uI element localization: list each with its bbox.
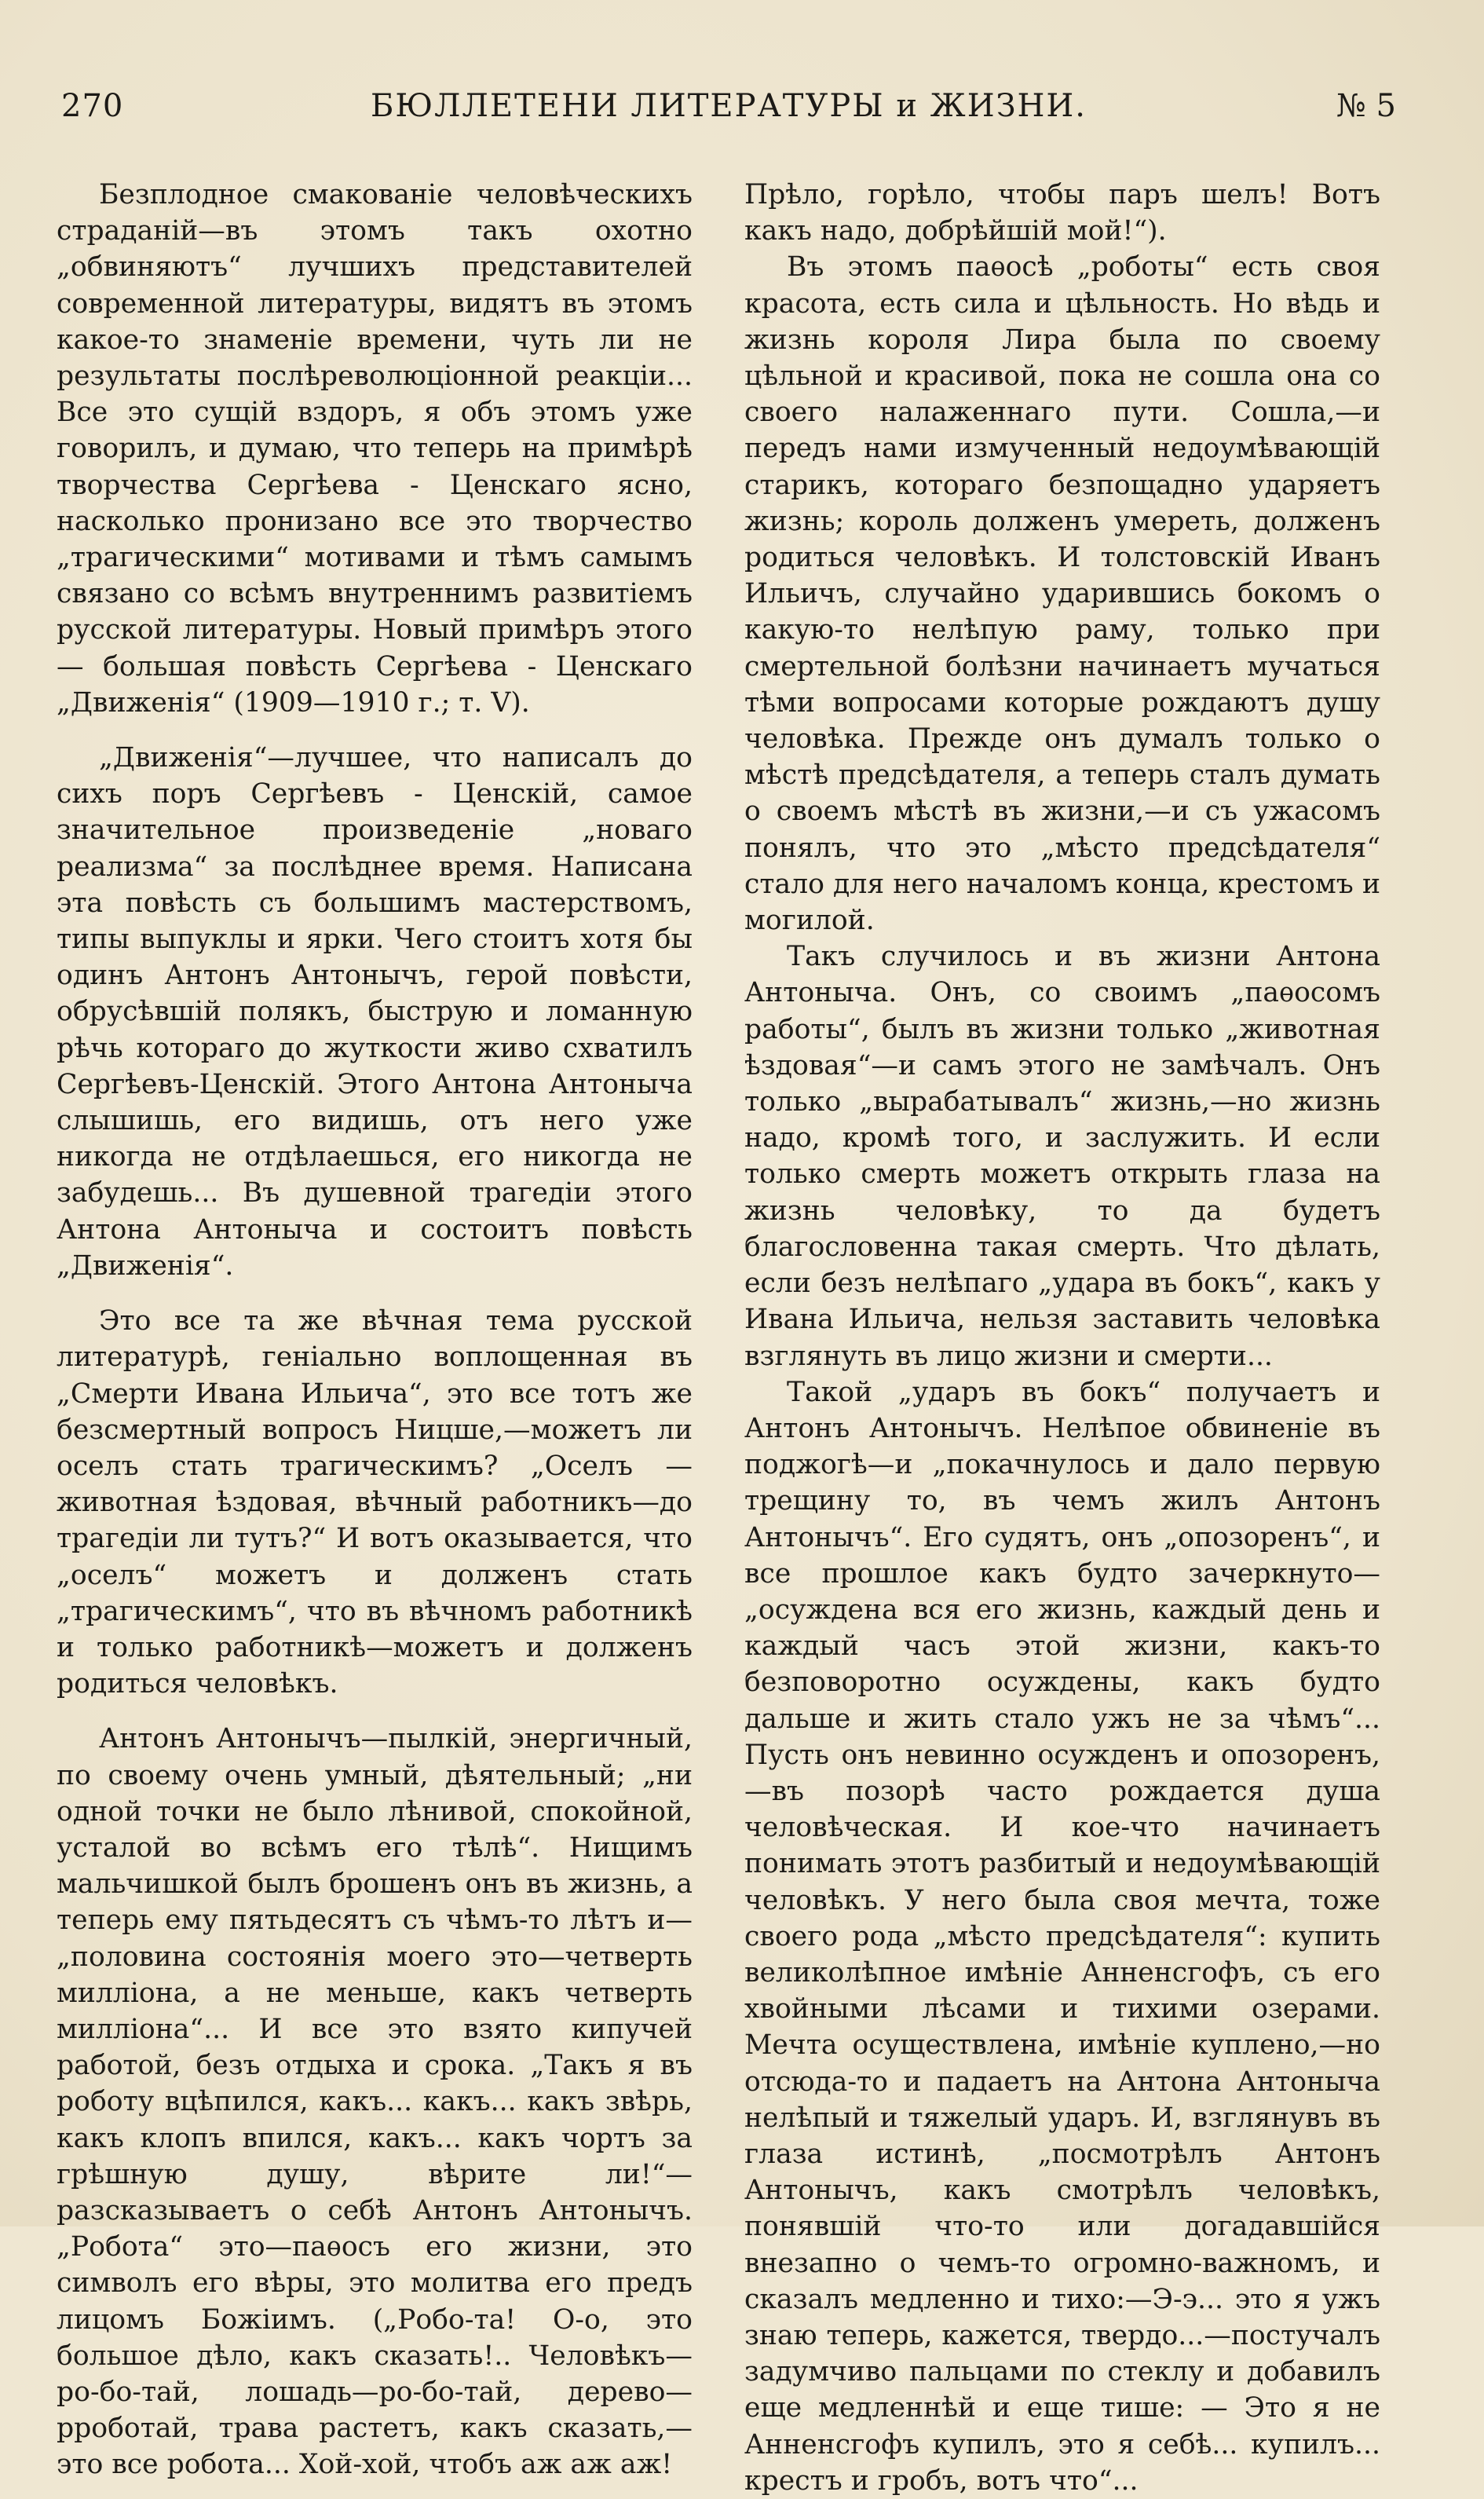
- paragraph-continued: Прѣло, горѣло, чтобы паръ шелъ! Вотъ какъ надо, добрѣйшій мой!“).: [744, 179, 1380, 247]
- left-column: [57, 177, 693, 2483]
- paragraph: Такой „ударъ въ бокъ“ получаетъ и Антонъ Антонычъ. Нелѣпое обвиненіе въ поджогѣ—и „покачнулось и дало первую трещину то, въ чемъ жилъ Антонъ Антонычъ“. Его судятъ, онъ „опозоренъ“, и все прошлое какъ будто зачеркнуто—„осуждена вся его жизнь, каждый день и каждый часъ этой жизни, какъ-то безповоротно осуждены, какъ будто дальше и жить стало ужъ не за чѣмъ“... Пусть онъ невинно осужденъ и опозоренъ,—въ позорѣ часто рождается душа человѣческая. И кое-что начинаетъ понимать этотъ разбитый и недоумѣвающій человѣкъ. У него была своя мечта, тоже своего рода „мѣсто предсѣдателя“: купить великолѣпное имѣніе Анненсгофъ, съ его хвойными лѣсами и тихими озерами. Мечта осуществлена, имѣніе куплено,—но отсюда-то и падаетъ на Антона Антоныча нелѣпый и тяжелый ударъ. И, взглянувъ въ глаза истинѣ, „посмотрѣлъ Антонъ Антонычъ, какъ смотрѣлъ человѣкъ, понявшій что-то или догадавшійся внезапно о чемъ-то огромно-важномъ, и сказалъ медленно и тихо:—Э-э... это я ужъ знаю теперь, кажется, твердо...—постучалъ задумчиво пальцами по стеклу и добавилъ еще медленнѣй и еще тише: — Это я не Анненсгофъ купилъ, это я себѣ... купилъ... крестъ и гробъ, вотъ что“...: [744, 1376, 1380, 2497]
- running-title: БЮЛЛЕТЕНИ ЛИТЕРАТУРЫ и ЖИЗНИ.: [371, 88, 1087, 124]
- paragraph: Антонъ Антонычъ—пылкій, энергичный, по своему очень умный, дѣятельный; „ни одной точки не было лѣнивой, спокойной, усталой во всѣмъ его тѣлѣ“. Нищимъ мальчишкой былъ брошенъ онъ въ жизнь, а теперь ему пятьдесятъ съ чѣмъ-то лѣтъ и—„половина состоянія моего это—четверть милліона, а не меньше, какъ четверть милліона“... И все это взято кипучей работой, безъ отдыха и срока. „Такъ я въ роботу вцѣпился, какъ... какъ... какъ звѣрь, какъ клопъ впился, какъ... какъ чортъ за грѣшную душу, вѣрите ли!“—разсказываетъ о себѣ Антонъ Антонычъ. „Робота“ это—паѳосъ его жизни, это символъ его вѣры, это молитва его предъ лицомъ Божіимъ. („Робо-та! О-о, это большое дѣло, какъ сказать!.. Человѣкъ—ро-бо-тай, лошадь—ро-бо-тай, дерево—рроботай, трава растетъ, какъ сказать,— это все робота... Хой-хой, чтобъ аж аж аж!: [57, 1723, 693, 2481]
- paragraph: Безплодное смакованіе человѣческихъ страданій—въ этомъ такъ охотно „обвиняютъ“ лучшихъ представителей современной литературы, видятъ въ этомъ какое-то знаменіе времени, чуть ли не результаты послѣреволюціонной реакціи... Все это сущій вздоръ, я объ этомъ уже говорилъ, и думаю, что теперь на примѣрѣ творчества Сергѣева - Ценскаго ясно, насколько пронизано все это творчество „трагическими“ мотивами и тѣмъ самымъ связано со всѣмъ внутреннимъ развитіемъ русской литературы. Новый примѣръ этого — большая повѣсть Сергѣева - Ценскаго „Движенія“ (1909—1910 г.; т. V).: [57, 179, 693, 719]
- paragraph: Такъ случилось и въ жизни Антона Антоныча. Онъ, со своимъ „паѳосомъ работы“, былъ въ жизни только „животная ѣздовая“—и самъ этого не замѣчалъ. Онъ только „вырабатывалъ“ жизнь,—но жизнь надо, кромѣ того, и заслужить. И если только смерть можетъ открыть глаза на жизнь человѣку, то да будетъ благословенна такая смерть. Что дѣлать, если безъ нелѣпаго „удара въ бокъ“, какъ у Ивана Ильича, нельзя заставить человѣка взглянуть въ лицо жизни и смерти...: [744, 941, 1380, 1372]
- issue-number: № 5: [1336, 88, 1396, 124]
- paragraph: Въ этомъ паѳосѣ „роботы“ есть своя красота, есть сила и цѣльность. Но вѣдь и жизнь короля Лира была по своему цѣльной и красивой, пока не сошла она со своего налаженнаго пути. Сошла,—и передъ нами измученный недоумѣвающій старикъ, котораго безпощадно ударяетъ жизнь; король долженъ умереть, долженъ родиться человѣкъ. И толстовскій Иванъ Ильичъ, случайно ударившись бокомъ о какую-то нелѣпую раму, только при смертельной болѣзни начинаетъ мучаться тѣми вопросами которые рождаютъ душу человѣка. Прежде онъ думалъ только о мѣстѣ предсѣдателя, а теперь сталъ думать о своемъ мѣстѣ въ жизни,—и съ ужасомъ понялъ, что это „мѣсто предсѣдателя“ стало для него началомъ конца, крестомъ и могилой.: [744, 251, 1380, 937]
- right-column: [744, 177, 1380, 2499]
- page-number: 270: [61, 88, 124, 124]
- page-header: [61, 88, 1396, 135]
- paragraph: Это все та же вѣчная тема русской литературѣ, геніально воплощенная въ „Смерти Ивана Ильича“, это все тотъ же безсмертный вопросъ Ницше,—можетъ ли оселъ стать трагическимъ? „Оселъ — животная ѣздовая, вѣчный работникъ—до трагедіи ли тутъ?“ И вотъ оказывается, что „оселъ“ можетъ и долженъ стать „трагическимъ“, что въ вѣчномъ работникѣ и только работникѣ—можетъ и долженъ родиться человѣкъ.: [57, 1305, 693, 1700]
- paragraph: „Движенія“—лучшее, что написалъ до сихъ поръ Сергѣевъ - Ценскій, самое значительное произведеніе „новаго реализма“ за послѣднее время. Написана эта повѣсть съ большимъ мастерствомъ, типы выпуклы и ярки. Чего стоитъ хотя бы одинъ Антонъ Антонычъ, герой повѣсти, обрусѣвшій полякъ, быструю и ломанную рѣчь котораго до жуткости живо схватилъ Сергѣевъ-Ценскій. Этого Антона Антоныча слышишь, его видишь, отъ него уже никогда не отдѣлаешься, его никогда не забудешь... Въ душевной трагедіи этого Антона Антоныча и состоитъ повѣсть „Движенія“.: [57, 742, 693, 1282]
